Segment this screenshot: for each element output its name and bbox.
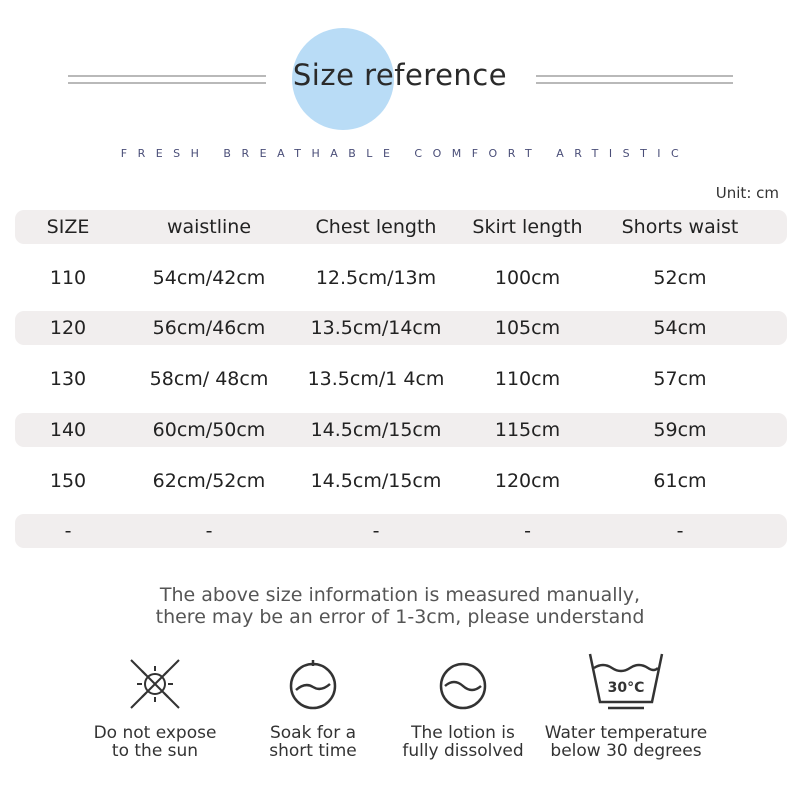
page-title: Size reference [292, 58, 508, 92]
column-header-skirt-length: Skirt length [472, 216, 583, 238]
size-cell: - [64, 520, 72, 542]
table-row [15, 514, 787, 548]
column-header-chest-length: Chest length [315, 216, 437, 238]
size-cell: 140 [49, 419, 87, 441]
care-label-no-sun: Do not expose to the sun [93, 723, 217, 761]
waistline-cell: 60cm/50cm [152, 419, 266, 441]
size-cell: 110 [49, 267, 87, 289]
lotion-dissolved-icon [433, 652, 493, 712]
column-header-shorts-waist: Shorts waist [621, 216, 739, 238]
chest-length-cell: 13.5cm/1 4cm [307, 368, 445, 390]
size-cell: 130 [49, 368, 87, 390]
shorts-waist-cell: 61cm [653, 470, 707, 492]
shorts-waist-cell: 52cm [653, 267, 707, 289]
waistline-cell: 58cm/ 48cm [149, 368, 269, 390]
table-row [15, 464, 787, 498]
skirt-length-cell: 100cm [494, 267, 561, 289]
care-label-wash-30: Water temperature below 30 degrees [544, 723, 708, 761]
wash-30-icon [586, 652, 666, 712]
care-item-wash-30 [534, 652, 718, 760]
care-item-soak [243, 652, 383, 760]
size-cell: 150 [49, 470, 87, 492]
table-header-row [15, 210, 787, 244]
skirt-length-cell: 120cm [494, 470, 561, 492]
chest-length-cell: 13.5cm/14cm [310, 317, 442, 339]
chest-length-cell: 14.5cm/15cm [310, 470, 442, 492]
measurement-note-line2: there may be an error of 1-3cm, please understand [155, 606, 645, 628]
waistline-cell: 56cm/46cm [152, 317, 266, 339]
soak-icon [283, 652, 343, 712]
shorts-waist-cell: - [676, 520, 684, 542]
shorts-waist-cell: 54cm [653, 317, 707, 339]
table-row [15, 311, 787, 345]
waistline-cell: 54cm/42cm [152, 267, 266, 289]
no-sun-icon [125, 652, 185, 712]
waistline-cell: - [205, 520, 213, 542]
care-label-lotion: The lotion is fully dissolved [402, 723, 524, 761]
table-row [15, 413, 787, 447]
tagline: FRESH BREATHABLE COMFORT ARTISTIC [120, 147, 690, 160]
wash-temperature-text: 30°C [607, 680, 645, 696]
measurement-note-line1: The above size information is measured manually, [159, 584, 641, 606]
column-header-waistline: waistline [166, 216, 252, 238]
column-header-size: SIZE [46, 216, 90, 238]
table-row [15, 362, 787, 396]
chest-length-cell: 14.5cm/15cm [310, 419, 442, 441]
skirt-length-cell: 115cm [494, 419, 561, 441]
care-label-soak: Soak for a short time [269, 723, 357, 761]
shorts-waist-cell: 57cm [653, 368, 707, 390]
waistline-cell: 62cm/52cm [152, 470, 266, 492]
size-cell: 120 [49, 317, 87, 339]
chest-length-cell: 12.5cm/13m [315, 267, 437, 289]
shorts-waist-cell: 59cm [653, 419, 707, 441]
unit-label: Unit: cm [715, 184, 779, 202]
skirt-length-cell: 105cm [494, 317, 561, 339]
table-row [15, 261, 787, 295]
skirt-length-cell: 110cm [494, 368, 561, 390]
chest-length-cell: - [372, 520, 380, 542]
skirt-length-cell: - [524, 520, 531, 542]
care-item-no-sun [80, 652, 230, 760]
care-item-lotion [392, 652, 534, 760]
